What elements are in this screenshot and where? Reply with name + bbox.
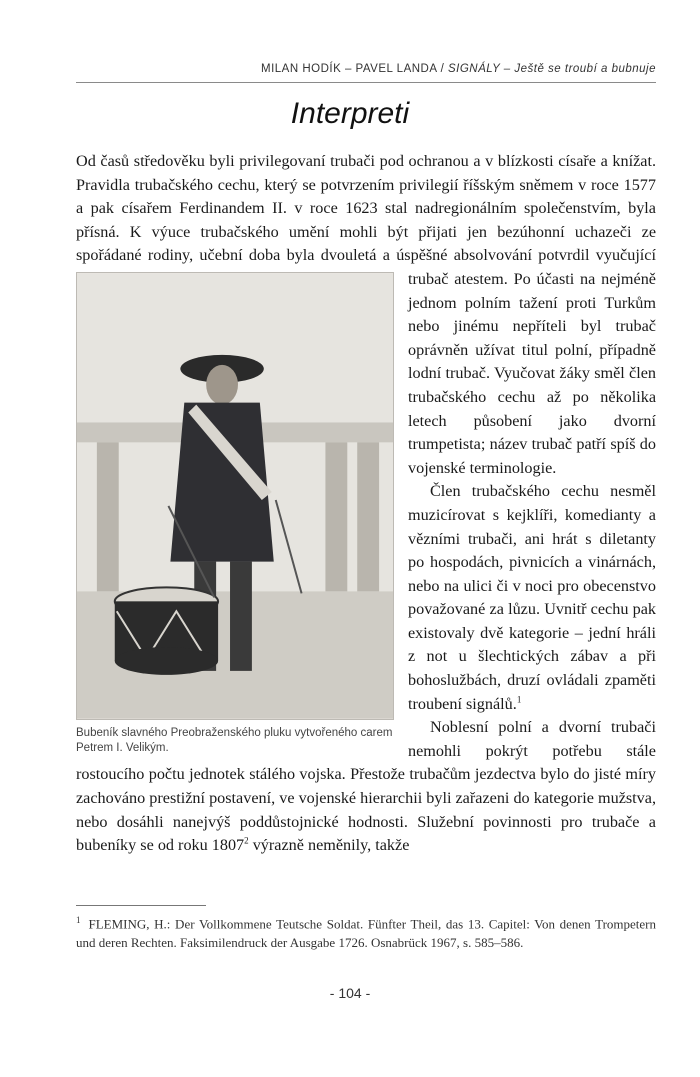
paragraph-1-text-tail: úspěšné absolvování potvrdil vyučující trubač atestem. Po účasti na nejméně jednom polním tažení proti Turkům nebo jinému nepříteli byl trubač oprávněn užívat titul polní, případně lodní trubač. Vyučovat žáky směl člen trubačského cechu až po několika letech působení jako dvorní trumpetista; název trubač patří spíš do vojenské terminologie. xyxy=(396,246,656,477)
footnote xyxy=(76,911,656,952)
drummer-illustration xyxy=(76,272,394,720)
page-number: - 104 - xyxy=(329,985,371,1001)
running-header xyxy=(76,58,656,83)
main-text xyxy=(76,150,656,858)
footnote-ref-2[interactable]: 2 xyxy=(244,835,249,846)
paragraph-3-text-a: Noblesní polní a dvorní trubači nemohli pokrýt potřebu stále rostoucího počtu jednotek stálého vojska. Přestože trubačům jezdectva bylo do jisté míry zachováno prestižní postavení, ve vojenské hierarchii byli zařazeni do kategorie mužstva, nebo dosáhli nanejvýš poddůstojnické hodnosti. Služební povinnosti pro trubače a bubeníky se od roku 1807 xyxy=(76,718,656,855)
figure-caption: Bubeník slavného Preobraženského pluku vytvořeného carem Petrem I. Velikým. xyxy=(76,726,393,754)
footnote-divider xyxy=(76,905,206,906)
footnote-text: FLEMING, H.: Der Vollkommene Teutsche Soldat. Fünfter Theil, das 13. Capitel: Von denen Trompetern und deren Rechten. Faksimilendruck der Ausgabe 1726. Osnabrück 1967, s. 585–586. xyxy=(76,916,656,951)
footnote-ref-1[interactable]: 1 xyxy=(516,694,522,705)
header-book-title: SIGNÁLY xyxy=(447,63,501,75)
header-subtitle: – Ještě se troubí a bubnuje xyxy=(500,63,656,75)
figure xyxy=(76,272,394,756)
paragraph-2-text: Člen trubačského cechu nesměl muzicírovat s kejklíři, komedianty a vězními trubači, ani hrát s diletanty po hospodách, pivnicích a vinárnách, nebo na ulici či v noci pro obecenstvo považované za lůzu. Uvnitř cechu pak existovaly dvě kategorie – jední hráli z not u šlechtických zábav a při bohoslužbách, druzí ovládali zpaměti troubení signálů. xyxy=(408,482,656,713)
paragraph-1-text-head: Od časů středověku byli privilegovaní trubači pod ochranou a v blízkosti císaře a knížat. Pravidla trubačského cechu, který se potvrzením privilegií říšským sněmem v roce 1577 a pak císařem Ferdinandem II. v roce 1623 stal nadregionálním společenstvím, byla přísná. K výuce trubačského umění mohli být přijati jen bezúhonní uchazeči ze spořádané rodiny, učební doba byla dvouletá a xyxy=(76,152,656,265)
chapter-title: Interpreti xyxy=(290,97,410,130)
footnote-mark: 1 xyxy=(76,915,81,925)
header-authors: MILAN HODÍK – PAVEL LANDA / xyxy=(260,63,448,75)
paragraph-3-text-b: výrazně neměnily, takže xyxy=(248,836,410,855)
